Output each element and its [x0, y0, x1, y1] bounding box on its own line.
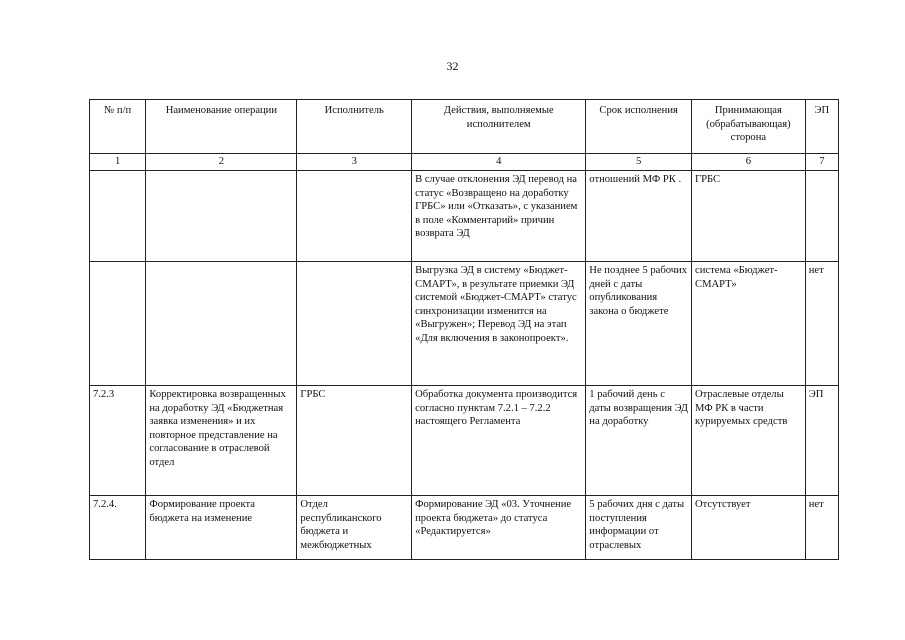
cell-deadline: 5 рабочих дня с даты поступления информации от отраслевых: [586, 496, 692, 560]
cell-action: Обработка документа производится согласно пунктам 7.2.1 – 7.2.2 настоящего Регламента: [412, 386, 586, 496]
header-cell-number: № п/п: [90, 100, 146, 154]
cell-action: Формирование ЭД «03. Уточнение проекта бюджета» до статуса «Редактируется»: [412, 496, 586, 560]
cell-signature: ЭП: [805, 386, 838, 496]
cell-receiver: Отсутствует: [692, 496, 806, 560]
column-number: 4: [412, 154, 586, 171]
header-cell-deadline: Срок исполнения: [586, 100, 692, 154]
cell-number: [90, 262, 146, 386]
cell-deadline: 1 рабочий день с даты возвращения ЭД на доработку: [586, 386, 692, 496]
cell-deadline: отношений МФ РК .: [586, 171, 692, 262]
page-number: 32: [446, 59, 459, 73]
cell-receiver: Отраслевые отделы МФ РК в части курируемых средств: [692, 386, 806, 496]
cell-signature: нет: [805, 496, 838, 560]
header-cell-actions: Действия, выполняемые исполнителем: [412, 100, 586, 154]
cell-number: [90, 171, 146, 262]
column-number: 3: [297, 154, 412, 171]
column-number: 1: [90, 154, 146, 171]
column-number: 7: [805, 154, 838, 171]
header-cell-operation: Наименование операции: [146, 100, 297, 154]
cell-deadline: Не позднее 5 рабочих дней с даты опубликования закона о бюджете: [586, 262, 692, 386]
header-cell-signature: ЭП: [805, 100, 838, 154]
column-number: 2: [146, 154, 297, 171]
cell-action: Выгрузка ЭД в систему «Бюджет-СМАРТ», в результате приемки ЭД системой «Бюджет-СМАРТ» статус синхронизации изменится на «Выгружен»; Перевод ЭД на этап «Для включения в законопроект».: [412, 262, 586, 386]
header-row: [90, 100, 839, 154]
cell-number: 7.2.4.: [90, 496, 146, 560]
cell-signature: нет: [805, 262, 838, 386]
cell-action: В случае отклонения ЭД перевод на статус «Возвращено на доработку ГРБС» или «Отказать», с указанием в поле «Комментарий» причин возврата ЭД: [412, 171, 586, 262]
cell-signature: [805, 171, 838, 262]
header-cell-executor: Исполнитель: [297, 100, 412, 154]
table-row: [90, 171, 839, 262]
cell-executor: [297, 171, 412, 262]
cell-operation: [146, 171, 297, 262]
cell-number: 7.2.3: [90, 386, 146, 496]
cell-operation: [146, 262, 297, 386]
operations-table: [89, 99, 839, 560]
column-number: 5: [586, 154, 692, 171]
table-row: [90, 496, 839, 560]
cell-executor: ГРБС: [297, 386, 412, 496]
column-number-row: [90, 154, 839, 171]
cell-receiver: система «Бюджет-СМАРТ»: [692, 262, 806, 386]
table-row: [90, 262, 839, 386]
cell-operation: Формирование проекта бюджета на изменение: [146, 496, 297, 560]
table-row: [90, 386, 839, 496]
header-cell-receiver: Принимающая (обрабатывающая) сторона: [692, 100, 806, 154]
column-number: 6: [692, 154, 806, 171]
cell-executor: Отдел республиканского бюджета и межбюджетных: [297, 496, 412, 560]
cell-receiver: ГРБС: [692, 171, 806, 262]
cell-executor: [297, 262, 412, 386]
cell-operation: Корректировка возвращенных на доработку ЭД «Бюджетная заявка изменения» и их повторное представление на согласование в отраслевой отдел: [146, 386, 297, 496]
